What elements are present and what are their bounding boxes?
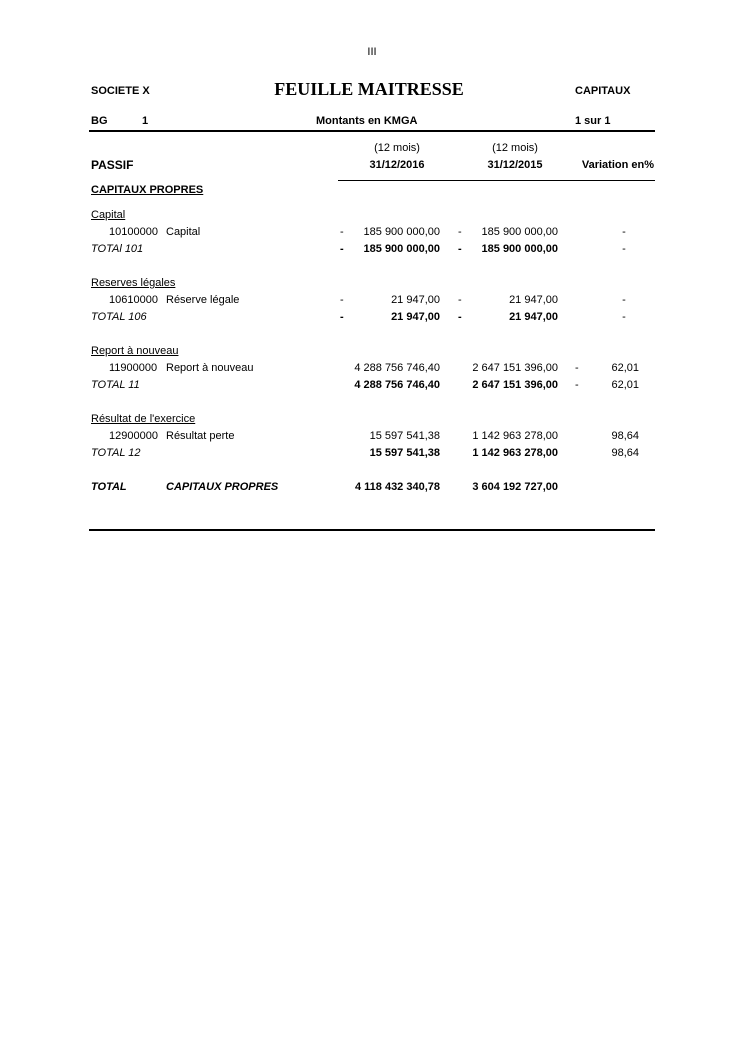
sign-previous: - xyxy=(458,243,462,255)
sign-previous: - xyxy=(458,294,462,306)
total-previous: 2 647 151 396,00 xyxy=(472,379,558,391)
sign-variation: - xyxy=(575,362,579,374)
amount-previous: 185 900 000,00 xyxy=(481,226,558,238)
account-number: 12900000 xyxy=(109,430,158,442)
total-variation: - xyxy=(622,243,626,255)
account-label: Résultat perte xyxy=(166,430,235,442)
account-label: Report à nouveau xyxy=(166,362,254,374)
total-previous: 185 900 000,00 xyxy=(481,243,558,255)
sign-current: - xyxy=(340,294,344,306)
total-label: TOTAL 106 xyxy=(91,311,147,323)
document-title: FEUILLE MAITRESSE xyxy=(274,79,464,99)
period-previous: (12 mois) xyxy=(492,142,538,154)
total-current: 21 947,00 xyxy=(391,311,440,323)
total-previous: 21 947,00 xyxy=(509,311,558,323)
sign-current: - xyxy=(340,226,344,238)
total-variation: - xyxy=(622,311,626,323)
account-number: 10610000 xyxy=(109,294,158,306)
amount-current: 15 597 541,38 xyxy=(369,430,440,442)
account-number: 10100000 xyxy=(109,226,158,238)
total-label: TOTAl 101 xyxy=(91,243,144,255)
total-label: TOTAL 11 xyxy=(91,379,140,391)
footer-rule xyxy=(89,529,655,531)
side-label: PASSIF xyxy=(91,158,134,172)
column-header-rule xyxy=(338,180,655,181)
amount-current: 4 288 756 746,40 xyxy=(354,362,440,374)
amount-previous: 1 142 963 278,00 xyxy=(472,430,558,442)
bg-label: BG xyxy=(91,115,108,127)
total-current: 185 900 000,00 xyxy=(363,243,440,255)
variation-header: Variation en% xyxy=(581,159,654,171)
variation-value: 98,64 xyxy=(611,430,639,442)
grand-total-label: TOTAL xyxy=(91,481,127,493)
group-title: Reserves légales xyxy=(91,277,176,289)
grand-total-previous: 3 604 192 727,00 xyxy=(472,481,558,493)
sign-previous: - xyxy=(458,226,462,238)
header-rule xyxy=(89,130,655,132)
date-current: 31/12/2016 xyxy=(369,159,425,171)
variation-value: 62,01 xyxy=(611,362,639,374)
total-variation: 98,64 xyxy=(611,447,639,459)
grand-total-current: 4 118 432 340,78 xyxy=(354,481,440,493)
amount-previous: 21 947,00 xyxy=(509,294,558,306)
bg-number: 1 xyxy=(142,115,149,127)
page-number: III xyxy=(367,46,377,58)
date-previous: 31/12/2015 xyxy=(487,159,543,171)
company-name: SOCIETE X xyxy=(91,85,150,97)
page-count: 1 sur 1 xyxy=(575,115,611,127)
period-current: (12 mois) xyxy=(374,142,420,154)
group-title: Capital xyxy=(91,209,126,221)
section-title: CAPITAUX PROPRES xyxy=(91,184,204,196)
amount-current: 185 900 000,00 xyxy=(363,226,440,238)
sign-current: - xyxy=(340,311,344,323)
amount-previous: 2 647 151 396,00 xyxy=(472,362,558,374)
units-label: Montants en KMGA xyxy=(316,115,418,127)
sign-current: - xyxy=(340,243,344,255)
account-number: 11900000 xyxy=(109,362,158,374)
grand-total-caption: CAPITAUX PROPRES xyxy=(166,481,279,493)
total-previous: 1 142 963 278,00 xyxy=(472,447,558,459)
sign-previous: - xyxy=(458,311,462,323)
account-label: Capital xyxy=(166,226,201,238)
total-current: 15 597 541,38 xyxy=(369,447,440,459)
group-title: Report à nouveau xyxy=(91,345,179,357)
total-variation: 62,01 xyxy=(611,379,639,391)
variation-value: - xyxy=(622,294,626,306)
amount-current: 21 947,00 xyxy=(391,294,440,306)
sign-variation: - xyxy=(575,379,579,391)
account-label: Réserve légale xyxy=(166,294,240,306)
variation-value: - xyxy=(622,226,626,238)
group-title: Résultat de l'exercice xyxy=(91,413,196,425)
total-current: 4 288 756 746,40 xyxy=(354,379,440,391)
section-name: CAPITAUX xyxy=(575,85,631,97)
total-label: TOTAL 12 xyxy=(91,447,141,459)
